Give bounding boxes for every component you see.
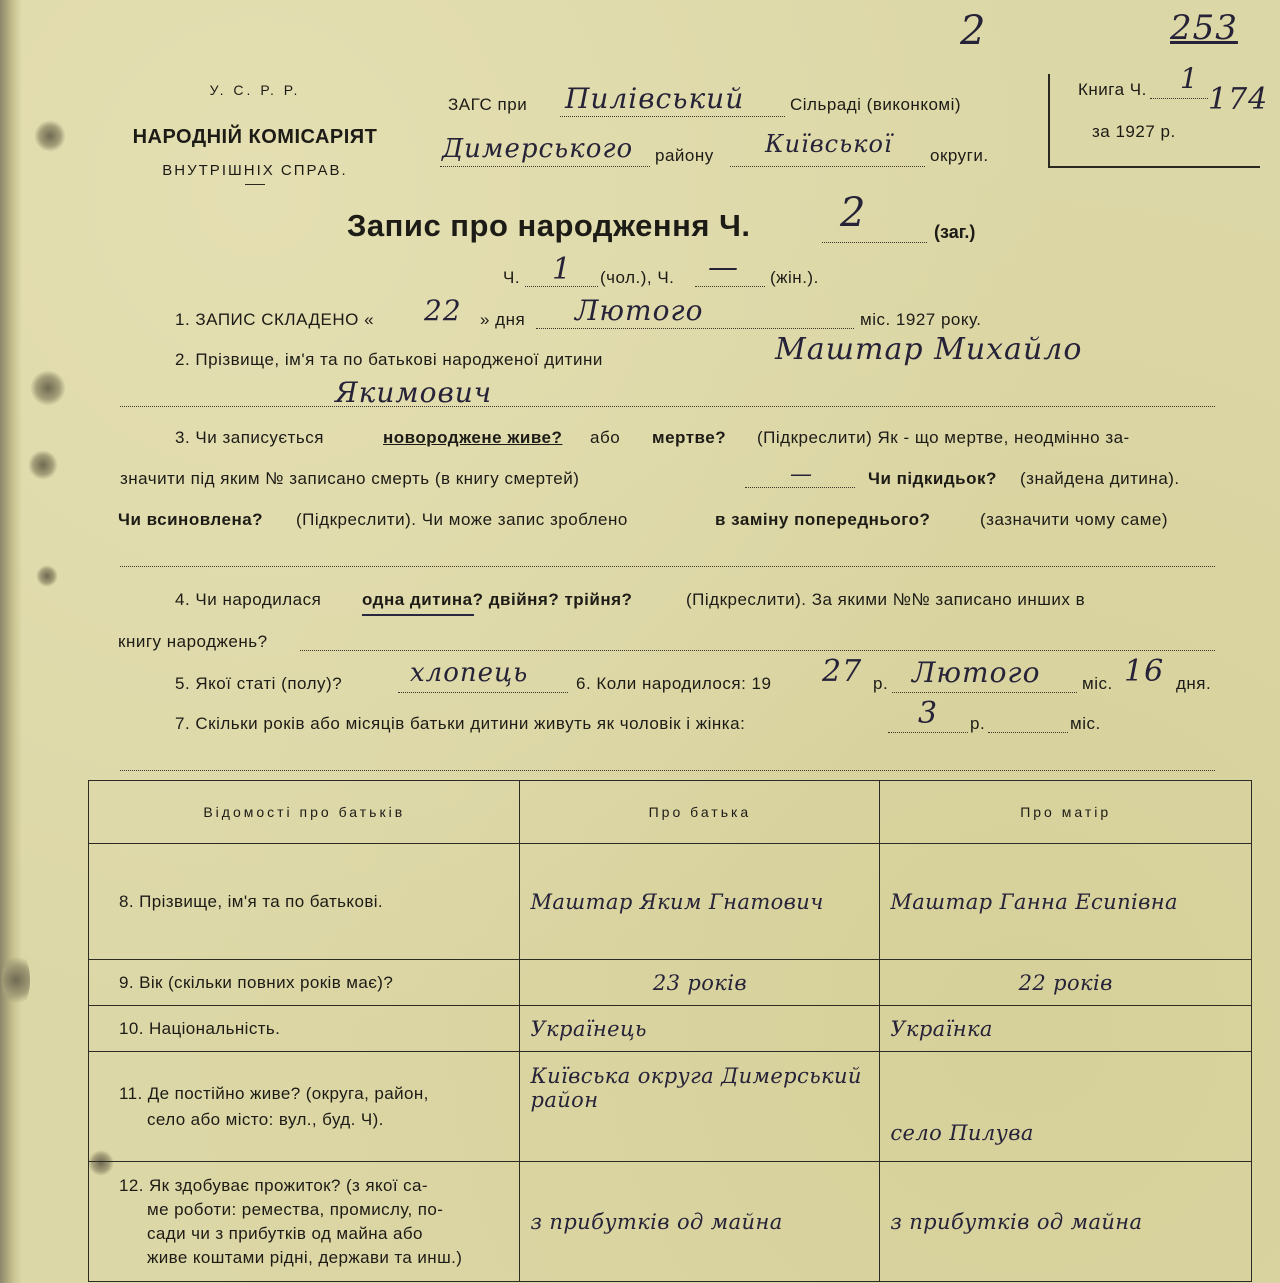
paper-stain [2,950,30,1010]
archive-number-right: 253 [1170,8,1238,48]
item1-month-handwritten: Лютого [575,294,704,327]
table-row [89,844,1252,960]
item6-year-handwritten: 27 [822,654,863,689]
father-residence: Київська округа Димерський район [520,1052,880,1162]
table-row [89,1006,1252,1052]
item6-label: 6. Коли народилося: 19 [576,674,772,693]
item1-day-handwritten: 22 [424,294,462,327]
father-age: 23 років [520,960,880,1006]
item5-sex-handwritten: хлопець [410,658,529,688]
item3-dead-option: мертве? [652,428,727,447]
item1-label: 1. ЗАПИС СКЛАДЕНО « [175,310,375,329]
count-male-line [525,286,598,287]
punch-hole [34,120,66,152]
count-label-1: Ч. [503,268,521,287]
zags-suffix: Сільраді (виконкомі) [790,95,962,114]
record-title: Запис про народження Ч. [347,208,751,243]
item6-month-handwritten: Лютого [912,656,1041,689]
header-ussr: У. С. Р. Р. [209,82,301,98]
parents-table [88,780,1252,1282]
item3-line3-d: (зазначити чому саме) [980,510,1169,529]
item2-label: 2. Прізвище, ім'я та по батькові народженої дитини [175,350,603,369]
mother-name: Маштар Ганна Есипівна [880,844,1252,960]
row8-label: 8. Прізвище, ім'я та по батькові. [89,844,520,960]
item3-line1-c: або [590,428,621,447]
mother-income: з прибутків од майна [880,1162,1252,1282]
item6-day-label: дня. [1176,674,1212,693]
header-parents-info: Відомості про батьків [89,781,520,844]
item7-months-label: міс. [1070,714,1101,733]
region-label: округи. [930,146,989,165]
item7-years-line [888,732,968,733]
archive-number-left: 2 [960,8,987,54]
item4-label: 4. Чи народилася [175,590,322,609]
row12-label-line4: живе коштами рідні, держави та инш.) [147,1247,463,1267]
row9-label: 9. Вік (скільки повних років має)? [89,960,520,1006]
item7-months-line [988,732,1068,733]
book-side-number-handwritten: 174 [1208,82,1269,117]
item6-year-label: р. [873,674,889,693]
item5-line [398,692,568,693]
item6-month-line [892,692,1077,693]
item3-foundling: Чи підкидьок? [868,469,997,488]
item1-day-label: » дня [480,310,526,329]
header-commissariat: НАРОДНІЙ КОМІСАРІЯТ [132,126,378,148]
father-income: з прибутків од майна [520,1162,880,1282]
item4-line2: книгу народжень? [118,632,268,651]
father-nationality: Українець [520,1006,880,1052]
header-internal-affairs: ВНУТРІШНІХ СПРАВ. [162,162,348,179]
row10-label: 10. Національність. [89,1006,520,1052]
header-mother: Про матір [880,781,1252,844]
table-header-row [89,781,1252,844]
record-number-handwritten: 2 [840,190,867,236]
book-number-line [1150,98,1208,99]
row11-label [89,1052,520,1162]
item3-line1-e: (Підкреслити) Як - що мертве, неодмінно за- [757,428,1130,447]
item4-line1-c: (Підкреслити). За якими №№ записано инших в [686,590,1086,609]
item3-line [120,566,1215,567]
item4-options: одна дитина? двійня? трійня? [362,590,633,609]
page-spine-shadow [0,0,22,1283]
record-number-line [822,242,927,243]
item3-line3-b: (Підкреслити). Чи може запис зроблено [296,510,628,529]
region-handwritten: Київської [765,130,893,158]
row12-label-line3: сади чи з прибутків од майна або [147,1223,423,1243]
district-label: району [655,146,714,165]
item6-day-handwritten: 16 [1124,654,1165,689]
item3-line2-a: значити під яким № записано смерть (в книгу смертей) [120,469,580,488]
item3-replacement: в заміну попереднього? [715,510,931,529]
item5-label: 5. Якої статі (полу)? [175,674,343,693]
count-male-handwritten: 1 [552,252,573,287]
count-female-line [695,286,765,287]
zags-village-handwritten: Пилівський [565,82,745,115]
zags-village-line [560,116,785,117]
child-name-handwritten: Маштар Михайло [775,332,1083,367]
item1-year: міс. 1927 року. [860,310,982,329]
header-father: Про батька [520,781,880,844]
row11-label-line1: 11. Де постійно живе? (округа, район, [119,1083,429,1103]
district-line [440,166,650,167]
item3-death-line [745,487,855,488]
record-title-suffix: (заг.) [934,222,976,242]
header-divider [245,184,265,185]
book-year: за 1927 р. [1092,122,1176,141]
item2-line [120,406,1215,407]
punch-hole [36,565,58,587]
item3-death-handwritten: — [790,462,813,487]
mother-nationality: Українка [880,1006,1252,1052]
row11-label-line2: село або місто: вул., буд. Ч). [147,1109,384,1129]
child-patronymic-handwritten: Якимович [335,376,493,409]
row12-label-line1: 12. Як здобуває прожиток? (з якої са- [119,1175,428,1195]
item7-label: 7. Скільки років або місяців батьки дитини живуть як чоловік і жінка: [175,714,746,733]
district-handwritten: Димерського [442,134,634,164]
item3-line2-c: (знайдена дитина). [1020,469,1180,488]
row12-label-line2: ме роботи: ремества, промислу, по- [147,1199,444,1219]
book-number-handwritten: 1 [1180,62,1199,95]
table-row [89,1052,1252,1162]
count-female-label: (жін.). [770,268,819,287]
item4-line [300,650,1215,651]
mother-residence: село Пилува [880,1052,1252,1162]
item4-underline [362,614,474,616]
region-line [730,166,925,167]
item7-years-handwritten: 3 [918,696,939,731]
item7-line [120,770,1215,771]
book-label: Книга Ч. [1078,80,1147,99]
table-row [89,960,1252,1006]
table-row [89,1162,1252,1282]
item7-years-label: р. [970,714,986,733]
zags-prefix: ЗАГС при [448,95,528,114]
punch-hole [30,370,66,406]
item3-line1-a: 3. Чи записується [175,428,324,447]
mother-age: 22 років [880,960,1252,1006]
item6-month-label: міс. [1082,674,1113,693]
father-name: Маштар Яким Гнатович [520,844,880,960]
item3-adopted: Чи всиновлена? [118,510,264,529]
item3-alive-option: новороджене живе? [383,428,563,447]
punch-hole [28,450,58,480]
count-female-handwritten: — [708,250,739,285]
row12-label [89,1162,520,1282]
item1-month-line [536,328,854,329]
count-male-label: (чол.), Ч. [600,268,675,287]
